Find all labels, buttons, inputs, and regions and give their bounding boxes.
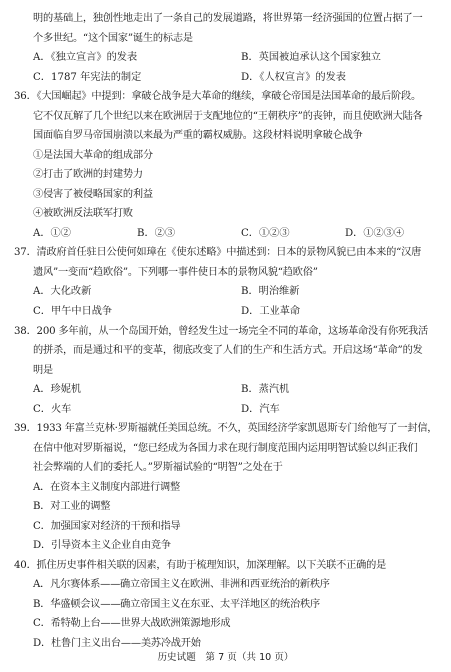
q38-option-a[interactable]: A．珍妮机: [33, 384, 82, 395]
q40-stem-line-1: 40．抓住历史事件相关联的因素，有助于梳理知识，加深理解。以下关联不正确的是: [14, 560, 387, 571]
q35-option-d[interactable]: D．《人权宣言》的发表: [241, 72, 346, 83]
q38-options-row-1: [33, 383, 441, 396]
q38-stem-line-3: 明是: [33, 365, 53, 376]
q40-option-b[interactable]: B．华盛顿会议——确立帝国主义在东亚、太平洋地区的统治秩序: [33, 599, 320, 610]
q36-item-4: ④被欧洲反法联军打败: [33, 208, 133, 219]
q36-option-d[interactable]: D．①②③④: [345, 228, 405, 239]
q39-stem-line-1: 39．1933 年富兰克林·罗斯福就任美国总统。不久，英国经济学家凯恩斯专门给他写了一封信，: [14, 423, 438, 434]
q36-item-2: ②打击了欧洲的封建势力: [33, 169, 143, 180]
q35-stem-line-2: 个多世纪。“这个国家”诞生的标志是: [33, 33, 193, 44]
q38-stem-line-2: 的拼杀，而是通过和平的变革，彻底改变了人们的生产和生活方式。开启这场“革命”的发: [33, 345, 423, 356]
q36-options-row: [33, 227, 441, 240]
q39-option-a[interactable]: A．在资本主义制度内部进行调整: [33, 482, 180, 493]
q35-stem-line-1: 明的基础上，独创性地走出了一条自己的发展道路，将世界第一经济强国的位置占据了一: [33, 13, 423, 24]
q36-item-3: ③侵害了被侵略国家的利益: [33, 189, 153, 200]
q39-option-c[interactable]: C．加强国家对经济的干预和指导: [33, 521, 181, 532]
q37-stem-line-2: 遗风”一变而“趋欧俗”。下列哪一事件使日本的景物风貌“趋欧俗”: [33, 267, 318, 278]
q38-option-c[interactable]: C．火车: [33, 404, 72, 415]
q36-option-c[interactable]: C．①②③: [241, 228, 290, 239]
q38-options-row-2: [33, 403, 441, 416]
q37-option-b[interactable]: B．明治维新: [241, 286, 300, 297]
q38-option-d[interactable]: D．汽车: [241, 404, 280, 415]
q37-stem-line-1: 37．清政府首任驻日公使何如璋在《使东述略》中描述到：日本的景物风貌已由本来的“汉唐: [14, 247, 422, 258]
q35-options-row-2: [33, 71, 441, 84]
q37-options-row-1: [33, 285, 441, 298]
q35-option-c[interactable]: C．1787 年宪法的制定: [33, 72, 142, 83]
q40-option-c[interactable]: C．希特勒上台——世界大战欧洲策源地形成: [33, 618, 231, 629]
q35-option-b[interactable]: B．英国被迫承认这个国家独立: [241, 52, 381, 63]
q37-option-a[interactable]: A．大化改新: [33, 286, 92, 297]
q39-stem-line-3: 社会弊端的人们的委托人。”罗斯福试验的“明智”之处在于: [33, 462, 283, 473]
q38-option-b[interactable]: B．蒸汽机: [241, 384, 290, 395]
q35-options-row-1: [33, 51, 441, 64]
q37-option-c[interactable]: C．甲午中日战争: [33, 306, 113, 317]
q35-option-a[interactable]: A．《独立宣言》的发表: [33, 52, 138, 63]
q36-item-1: ①是法国大革命的组成部分: [33, 150, 153, 161]
q36-stem-line-2: 它不仅瓦解了几个世纪以来在欧洲居于支配地位的“王朝秩序”的丧钟，而且使欧洲大陆各: [33, 111, 423, 122]
q39-option-b[interactable]: B．对工业的调整: [33, 501, 111, 512]
q39-option-d[interactable]: D．引导资本主义企业自由竞争: [33, 540, 171, 551]
q38-stem-line-1: 38．200 多年前，从一个岛国开始，曾经发生过一场完全不同的革命，这场革命没有你死我活: [14, 326, 428, 337]
q36-option-b[interactable]: B．②③: [137, 228, 176, 239]
q40-option-d[interactable]: D．杜鲁门主义出台——美苏冷战开始: [33, 638, 201, 649]
q36-stem-line-3: 国面临自罗马帝国崩溃以来最为严重的霸权威胁。这段材料说明拿破仑战争: [33, 130, 363, 141]
q36-option-a[interactable]: A．①②: [33, 228, 71, 239]
q39-stem-line-2: 在信中他对罗斯福说，“您已经成为各国力求在现行制度范围内运用明智试验以纠正我们: [33, 443, 418, 454]
q36-stem-line-1: 36．《大国崛起》中提到：拿破仑战争是大革命的继续，拿破仑帝国是法国革命的最后阶段。: [14, 91, 421, 102]
q40-option-a[interactable]: A．凡尔赛体系——确立帝国主义在欧洲、非洲和西亚统治的新秩序: [33, 579, 330, 590]
q37-option-d[interactable]: D．工业革命: [241, 306, 301, 317]
page-footer: 历史试题 第 7 页（共 10 页）: [157, 652, 294, 663]
q37-options-row-2: [33, 305, 441, 318]
